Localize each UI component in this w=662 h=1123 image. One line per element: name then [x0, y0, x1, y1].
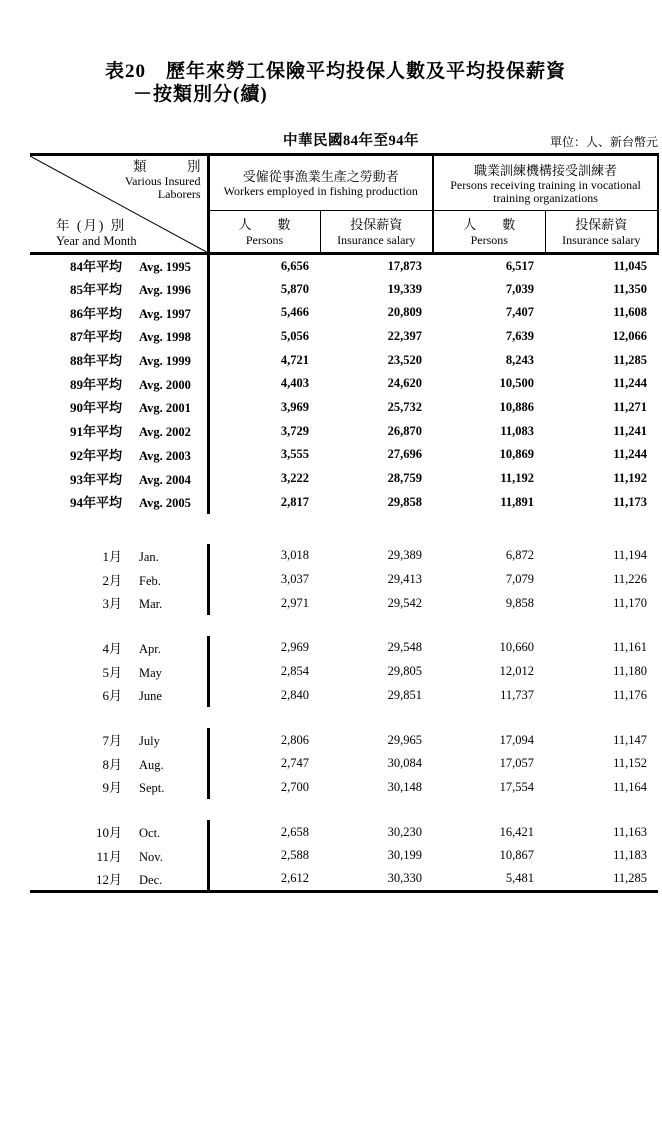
table-row	[30, 372, 658, 396]
cell-value: 2,840	[280, 687, 309, 702]
row-label-zh: 3月	[102, 596, 122, 612]
row-label-en: Apr.	[139, 641, 161, 656]
row-label-cell	[30, 544, 208, 568]
row-label-en: Avg. 1995	[139, 260, 191, 275]
table-row	[30, 490, 658, 514]
subheader-persons-1-zh: 人 數	[238, 216, 291, 232]
cell-value: 11,180	[613, 664, 647, 679]
table-row	[30, 348, 658, 372]
row-label-zh: 86年平均	[69, 305, 122, 321]
corner-header-cell	[30, 155, 208, 254]
cell-value: 7,639	[505, 328, 534, 343]
cell-value: 11,285	[613, 871, 647, 886]
page-title-line2: －按類別分(續)	[133, 84, 268, 106]
cell-value: 11,244	[613, 376, 647, 391]
table-row	[30, 660, 658, 684]
cell-value: 3,018	[280, 548, 309, 563]
cell-value: 3,969	[280, 399, 309, 414]
row-label-zh: 94年平均	[69, 495, 122, 511]
row-label-cell	[30, 820, 208, 844]
subheader-salary-1-en: Insurance salary	[337, 232, 416, 247]
cell-value: 11,608	[613, 305, 647, 320]
cell-value: 2,747	[280, 756, 309, 771]
row-label-cell	[30, 277, 208, 301]
cell-value: 7,039	[505, 281, 534, 296]
row-label-en: Avg. 2005	[139, 496, 191, 511]
statistics-table	[30, 153, 659, 893]
subheader-salary-1	[320, 211, 433, 254]
cell-value: 25,732	[387, 399, 422, 414]
cell-value: 29,389	[387, 548, 422, 563]
cell-value: 2,817	[280, 494, 309, 509]
cell-value: 11,285	[613, 352, 647, 367]
row-label-zh: 9月	[102, 780, 122, 796]
cell-value: 3,555	[280, 447, 309, 462]
spacer-row	[30, 707, 658, 728]
cell-value: 6,517	[505, 258, 534, 273]
cell-value: 11,350	[613, 281, 647, 296]
row-label-en: Mar.	[139, 597, 163, 612]
cell-value: 26,870	[387, 423, 422, 438]
cell-value: 17,554	[499, 779, 534, 794]
cell-value: 2,588	[280, 848, 309, 863]
cell-value: 30,230	[387, 824, 422, 839]
row-label-zh: 88年平均	[69, 353, 122, 369]
cell-value: 9,858	[505, 595, 534, 610]
subheader-persons-2-en: Persons	[470, 232, 508, 247]
row-label-cell	[30, 467, 208, 491]
cell-value: 11,192	[613, 471, 647, 486]
row-label-cell	[30, 728, 208, 752]
row-label-zh: 8月	[102, 756, 122, 772]
table-row	[30, 301, 658, 325]
row-label-en: Avg. 2001	[139, 401, 191, 416]
spacer-row	[30, 799, 658, 820]
row-label-en: July	[139, 734, 160, 749]
row-label-en: Dec.	[139, 872, 163, 887]
row-label-cell	[30, 752, 208, 776]
row-label-zh: 5月	[102, 664, 122, 680]
row-label-cell	[30, 372, 208, 396]
row-label-cell	[30, 443, 208, 467]
row-label-en: Aug.	[139, 757, 164, 772]
subheader-salary-2-zh: 投保薪資	[575, 216, 628, 232]
table-row	[30, 752, 658, 776]
cell-value: 12,066	[612, 328, 647, 343]
table-row	[30, 868, 658, 892]
corner-category-en: Various Insured Laborers	[124, 174, 201, 202]
row-label-cell	[30, 325, 208, 349]
row-label-en: Jan.	[139, 549, 159, 564]
cell-value: 11,194	[613, 548, 647, 563]
table-row	[30, 684, 658, 708]
row-label-cell	[30, 868, 208, 892]
spacer-cell	[30, 615, 658, 636]
row-label-zh: 11月	[96, 848, 122, 864]
cell-value: 23,520	[387, 352, 422, 367]
table-row	[30, 728, 658, 752]
cell-value: 27,696	[387, 447, 422, 462]
table-row	[30, 254, 658, 278]
cell-value: 5,466	[280, 305, 309, 320]
row-label-en: Avg. 1998	[139, 330, 191, 345]
table-row	[30, 844, 658, 868]
row-label-cell	[30, 591, 208, 615]
row-label-zh: 87年平均	[69, 329, 122, 345]
cell-value: 8,243	[505, 352, 534, 367]
table-row	[30, 820, 658, 844]
subheader-salary-2	[545, 211, 658, 254]
cell-value: 10,500	[499, 376, 534, 391]
row-label-en: Avg. 1999	[139, 354, 191, 369]
cell-value: 16,421	[499, 824, 534, 839]
subheader-persons-2	[433, 211, 545, 254]
cell-value: 2,700	[280, 779, 309, 794]
cell-value: 3,729	[280, 423, 309, 438]
cell-value: 30,199	[387, 848, 422, 863]
subheader-persons-1	[208, 211, 320, 254]
cell-value: 7,407	[505, 305, 534, 320]
cell-value: 10,869	[499, 447, 534, 462]
row-label-en: June	[139, 689, 162, 704]
cell-value: 11,147	[613, 732, 647, 747]
corner-year-en: Year and Month	[56, 234, 137, 249]
table-row	[30, 277, 658, 301]
corner-category-label	[91, 159, 201, 202]
cell-value: 11,183	[613, 848, 647, 863]
cell-value: 12,012	[499, 664, 534, 679]
cell-value: 5,481	[505, 871, 534, 886]
table-row	[30, 325, 658, 349]
spacer-cell	[30, 799, 658, 820]
cell-value: 17,094	[499, 732, 534, 747]
group-fishing-zh: 受僱從事漁業生產之勞動者	[242, 168, 399, 184]
row-label-zh: 4月	[102, 640, 122, 656]
cell-value: 11,241	[613, 423, 647, 438]
row-label-cell	[30, 568, 208, 592]
cell-value: 11,192	[500, 471, 534, 486]
table-row	[30, 568, 658, 592]
cell-value: 30,084	[387, 756, 422, 771]
cell-value: 7,079	[505, 572, 534, 587]
row-label-cell	[30, 419, 208, 443]
cell-value: 11,244	[613, 447, 647, 462]
table-row	[30, 591, 658, 615]
cell-value: 6,872	[505, 548, 534, 563]
cell-value: 4,403	[280, 376, 309, 391]
subheader-salary-2-en: Insurance salary	[562, 232, 641, 247]
cell-value: 29,548	[387, 640, 422, 655]
corner-category-zh: 類 別	[133, 159, 201, 174]
row-label-zh: 2月	[102, 572, 122, 588]
cell-value: 20,809	[387, 305, 422, 320]
corner-year-zh: 年 (月) 別	[56, 218, 127, 234]
row-label-zh: 93年平均	[69, 471, 122, 487]
row-label-cell	[30, 396, 208, 420]
row-label-en: Feb.	[139, 573, 161, 588]
cell-value: 2,658	[280, 824, 309, 839]
row-label-zh: 89年平均	[69, 376, 122, 392]
table-row	[30, 636, 658, 660]
cell-value: 11,737	[500, 687, 534, 702]
row-label-zh: 84年平均	[69, 259, 122, 275]
row-label-en: Sept.	[139, 781, 165, 796]
cell-value: 3,222	[280, 471, 309, 486]
row-label-en: Avg. 1997	[139, 306, 191, 321]
table-header	[30, 155, 658, 254]
row-label-cell	[30, 844, 208, 868]
cell-value: 2,971	[280, 595, 309, 610]
cell-value: 10,660	[499, 640, 534, 655]
row-label-zh: 1月	[102, 548, 122, 564]
row-label-zh: 91年平均	[69, 424, 122, 440]
row-label-en: May	[139, 665, 162, 680]
corner-year-label	[56, 218, 137, 249]
cell-value: 29,851	[387, 687, 422, 702]
row-label-zh: 7月	[102, 733, 122, 749]
cell-value: 4,721	[280, 352, 309, 367]
cell-value: 29,542	[387, 595, 422, 610]
row-label-en: Avg. 2000	[139, 377, 191, 392]
cell-value: 11,176	[613, 687, 647, 702]
cell-value: 11,152	[613, 756, 647, 771]
period-subtitle: 中華民國84年至94年	[283, 133, 419, 149]
cell-value: 11,083	[500, 423, 534, 438]
spacer-row	[30, 514, 658, 544]
spacer-cell	[30, 707, 658, 728]
column-group-fishing	[208, 155, 433, 211]
cell-value: 10,886	[499, 399, 534, 414]
spacer-cell	[30, 514, 658, 544]
table-row	[30, 419, 658, 443]
cell-value: 2,969	[280, 640, 309, 655]
table-row	[30, 467, 658, 491]
row-label-cell	[30, 684, 208, 708]
cell-value: 2,806	[280, 732, 309, 747]
cell-value: 10,867	[499, 848, 534, 863]
row-label-cell	[30, 254, 208, 278]
row-label-cell	[30, 636, 208, 660]
group-vocational-zh: 職業訓練機構接受訓練者	[473, 162, 617, 178]
cell-value: 24,620	[387, 376, 422, 391]
table-row	[30, 544, 658, 568]
cell-value: 3,037	[280, 572, 309, 587]
cell-value: 11,170	[613, 595, 647, 610]
cell-value: 11,163	[613, 824, 647, 839]
subheader-persons-1-en: Persons	[245, 232, 284, 247]
column-group-vocational	[433, 155, 658, 211]
row-label-en: Avg. 2002	[139, 425, 191, 440]
cell-value: 11,891	[500, 494, 534, 509]
row-label-cell	[30, 776, 208, 800]
cell-value: 29,858	[387, 494, 422, 509]
cell-value: 17,873	[387, 258, 422, 273]
row-label-zh: 6月	[102, 688, 122, 704]
cell-value: 11,226	[613, 572, 647, 587]
row-label-cell	[30, 348, 208, 372]
row-label-zh: 92年平均	[69, 447, 122, 463]
table-row	[30, 776, 658, 800]
cell-value: 2,612	[280, 871, 309, 886]
row-label-cell	[30, 660, 208, 684]
cell-value: 5,056	[280, 328, 309, 343]
cell-value: 19,339	[387, 281, 422, 296]
cell-value: 11,161	[613, 640, 647, 655]
cell-value: 30,330	[387, 871, 422, 886]
row-label-cell	[30, 490, 208, 514]
group-fishing-en: Workers employed in fishing production	[223, 184, 418, 199]
row-label-zh: 90年平均	[69, 400, 122, 416]
cell-value: 2,854	[280, 664, 309, 679]
page-title	[105, 60, 566, 106]
cell-value: 11,271	[613, 399, 647, 414]
row-label-en: Avg. 2004	[139, 472, 191, 487]
cell-value: 11,164	[613, 779, 647, 794]
subheader-persons-2-zh: 人 數	[463, 216, 516, 232]
page-title-line1: 表20 歷年來勞工保險平均投保人數及平均投保薪資	[105, 61, 567, 82]
subheader-salary-1-zh: 投保薪資	[350, 216, 403, 232]
row-label-zh: 12月	[95, 871, 122, 887]
unit-note: 單位：人、新台幣元	[549, 135, 658, 149]
row-label-en: Avg. 1996	[139, 283, 191, 298]
cell-value: 5,870	[280, 281, 309, 296]
row-label-en: Avg. 2003	[139, 448, 191, 463]
spacer-row	[30, 615, 658, 636]
cell-value: 29,965	[387, 732, 422, 747]
row-label-en: Oct.	[139, 826, 161, 841]
row-label-zh: 85年平均	[69, 282, 122, 298]
row-label-cell	[30, 301, 208, 325]
cell-value: 11,173	[613, 494, 647, 509]
cell-value: 11,045	[613, 258, 647, 273]
cell-value: 29,805	[387, 664, 422, 679]
row-label-en: Nov.	[139, 849, 163, 864]
cell-value: 30,148	[387, 779, 422, 794]
cell-value: 29,413	[387, 572, 422, 587]
cell-value: 28,759	[387, 471, 422, 486]
cell-value: 17,057	[499, 756, 534, 771]
table-body	[30, 254, 658, 892]
row-label-zh: 10月	[95, 825, 122, 841]
cell-value: 6,656	[280, 258, 309, 273]
group-vocational-en: Persons receiving training in vocational training organizations	[450, 178, 641, 205]
cell-value: 22,397	[387, 328, 422, 343]
table-row	[30, 396, 658, 420]
table-row	[30, 443, 658, 467]
